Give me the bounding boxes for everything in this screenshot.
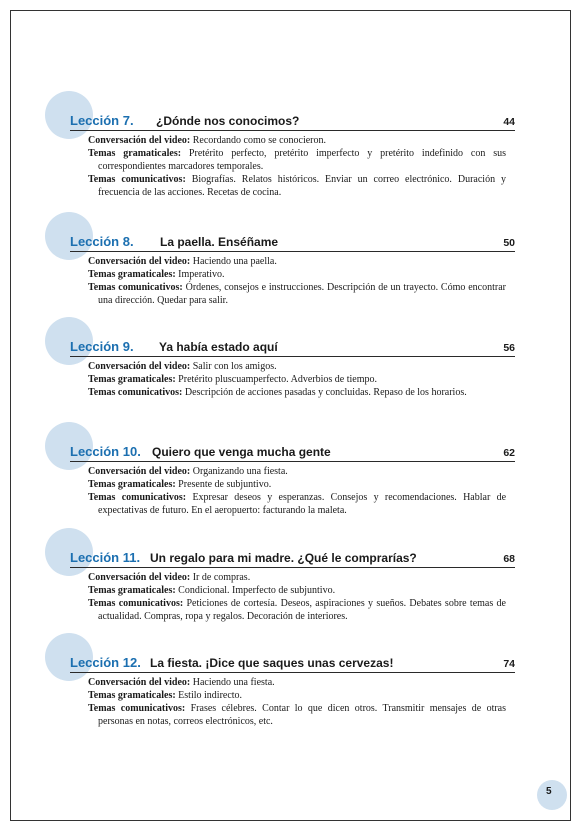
lesson-row	[88, 134, 506, 147]
lesson-row	[88, 465, 506, 478]
lesson-header	[70, 335, 515, 357]
row-text: Haciendo una fiesta.	[192, 677, 275, 688]
row-key: Temas comunicativos:	[88, 598, 184, 609]
lesson-row	[88, 360, 506, 373]
lesson-body	[88, 571, 506, 623]
lesson-body	[88, 360, 506, 399]
lesson-page-number: 62	[503, 447, 515, 459]
lesson-page-number: 50	[503, 237, 515, 249]
lesson-page-number: 56	[503, 342, 515, 354]
row-key: Temas gramaticales:	[88, 585, 176, 596]
lesson-title: Quiero que venga mucha gente	[152, 445, 331, 459]
row-text: Expresar deseos y esperanzas. Consejos y recomendaciones. Hablar de expectativas de futuro. En el aeropuerto: facturando la maleta.	[98, 492, 507, 516]
lesson-row	[88, 478, 506, 491]
row-key: Conversación del video:	[88, 466, 191, 477]
lesson-row	[88, 676, 506, 689]
lesson-body	[88, 134, 506, 199]
row-text: Biografías. Relatos históricos. Enviar un correo electrónico. Duración y frecuencia de las acciones. Recetas de cocina.	[98, 174, 506, 198]
row-key: Conversación del video:	[88, 572, 191, 583]
lesson-row	[88, 147, 506, 173]
lesson-header	[70, 230, 515, 252]
lesson-row	[88, 373, 506, 386]
row-text: Frases célebres. Contar lo que dicen otros. Transmitir mensajes de otras personas en notas, correos electrónicos, etc.	[98, 703, 507, 727]
row-text: Descripción de acciones pasadas y concluidas. Repaso de los horarios.	[184, 387, 467, 398]
row-text: Imperativo.	[178, 269, 225, 280]
lesson-row	[88, 268, 506, 281]
row-text: Condicional. Imperfecto de subjuntivo.	[178, 585, 336, 596]
lesson-title: Ya había estado aquí	[159, 340, 278, 354]
lesson-row	[88, 571, 506, 584]
row-key: Conversación del video:	[88, 677, 191, 688]
row-key: Temas gramaticales:	[88, 148, 182, 159]
row-key: Conversación del video:	[88, 256, 191, 267]
row-key: Conversación del video:	[88, 135, 191, 146]
lesson-body	[88, 465, 506, 517]
row-key: Temas gramaticales:	[88, 269, 176, 280]
row-text: Peticiones de cortesía. Deseos, aspiraciones y sueños. Debates sobre temas de actualidad. Compras, ropa y regalos. Decoración de interiores.	[98, 598, 506, 622]
row-text: Pretérito pluscuamperfecto. Adverbios de tiempo.	[178, 374, 378, 385]
lesson-row	[88, 281, 506, 307]
row-text: Ir de compras.	[192, 572, 251, 583]
page-number: 5	[546, 786, 552, 797]
row-key: Temas comunicativos:	[88, 703, 186, 714]
lesson-label: Lección 12.	[70, 655, 141, 670]
lesson-row	[88, 386, 506, 399]
lesson-row	[88, 702, 506, 728]
lesson-title: La paella. Enséñame	[160, 235, 279, 249]
lesson-row	[88, 689, 506, 702]
row-key: Temas gramaticales:	[88, 690, 176, 701]
row-key: Temas gramaticales:	[88, 374, 176, 385]
row-text: Recordando como se conocieron.	[192, 135, 327, 146]
lesson-header	[70, 651, 515, 673]
row-key: Temas comunicativos:	[88, 492, 187, 503]
lesson-row	[88, 173, 506, 199]
lesson-body	[88, 676, 506, 728]
lesson-row	[88, 597, 506, 623]
lesson-title: La fiesta. ¡Dice que saques unas cervezas!	[150, 656, 394, 670]
row-text: Salir con los amigos.	[192, 361, 277, 372]
lesson-header	[70, 109, 515, 131]
lesson-title: ¿Dónde nos conocimos?	[156, 114, 300, 128]
row-text: Estilo indirecto.	[178, 690, 243, 701]
page-number-circle	[537, 780, 567, 810]
lesson-page-number: 68	[503, 553, 515, 565]
lesson-header	[70, 546, 515, 568]
lesson-label: Lección 7.	[70, 113, 134, 128]
lesson-row	[88, 255, 506, 268]
lesson-body	[88, 255, 506, 307]
row-key: Temas comunicativos:	[88, 282, 183, 293]
row-key: Temas comunicativos:	[88, 387, 183, 398]
lesson-label: Lección 10.	[70, 444, 141, 459]
lesson-row	[88, 491, 506, 517]
lesson-title: Un regalo para mi madre. ¿Qué le comprarías?	[150, 551, 417, 565]
row-key: Temas comunicativos:	[88, 174, 186, 185]
lesson-header	[70, 440, 515, 462]
row-text: Organizando una fiesta.	[192, 466, 288, 477]
row-text: Haciendo una paella.	[192, 256, 277, 267]
lesson-page-number: 74	[503, 658, 515, 670]
row-text: Órdenes, consejos e instrucciones. Descripción de un trayecto. Cómo encontrar una dirección. Quedar para salir.	[98, 282, 506, 306]
lesson-row	[88, 584, 506, 597]
row-key: Conversación del video:	[88, 361, 191, 372]
row-key: Temas gramaticales:	[88, 479, 176, 490]
lesson-label: Lección 8.	[70, 234, 134, 249]
row-text: Presente de subjuntivo.	[178, 479, 272, 490]
lesson-label: Lección 11.	[70, 550, 141, 565]
row-text: Pretérito perfecto, pretérito imperfecto y pretérito indefinido con sus correspondientes marcadores temporales.	[98, 148, 506, 172]
lesson-label: Lección 9.	[70, 339, 134, 354]
lesson-page-number: 44	[503, 116, 515, 128]
